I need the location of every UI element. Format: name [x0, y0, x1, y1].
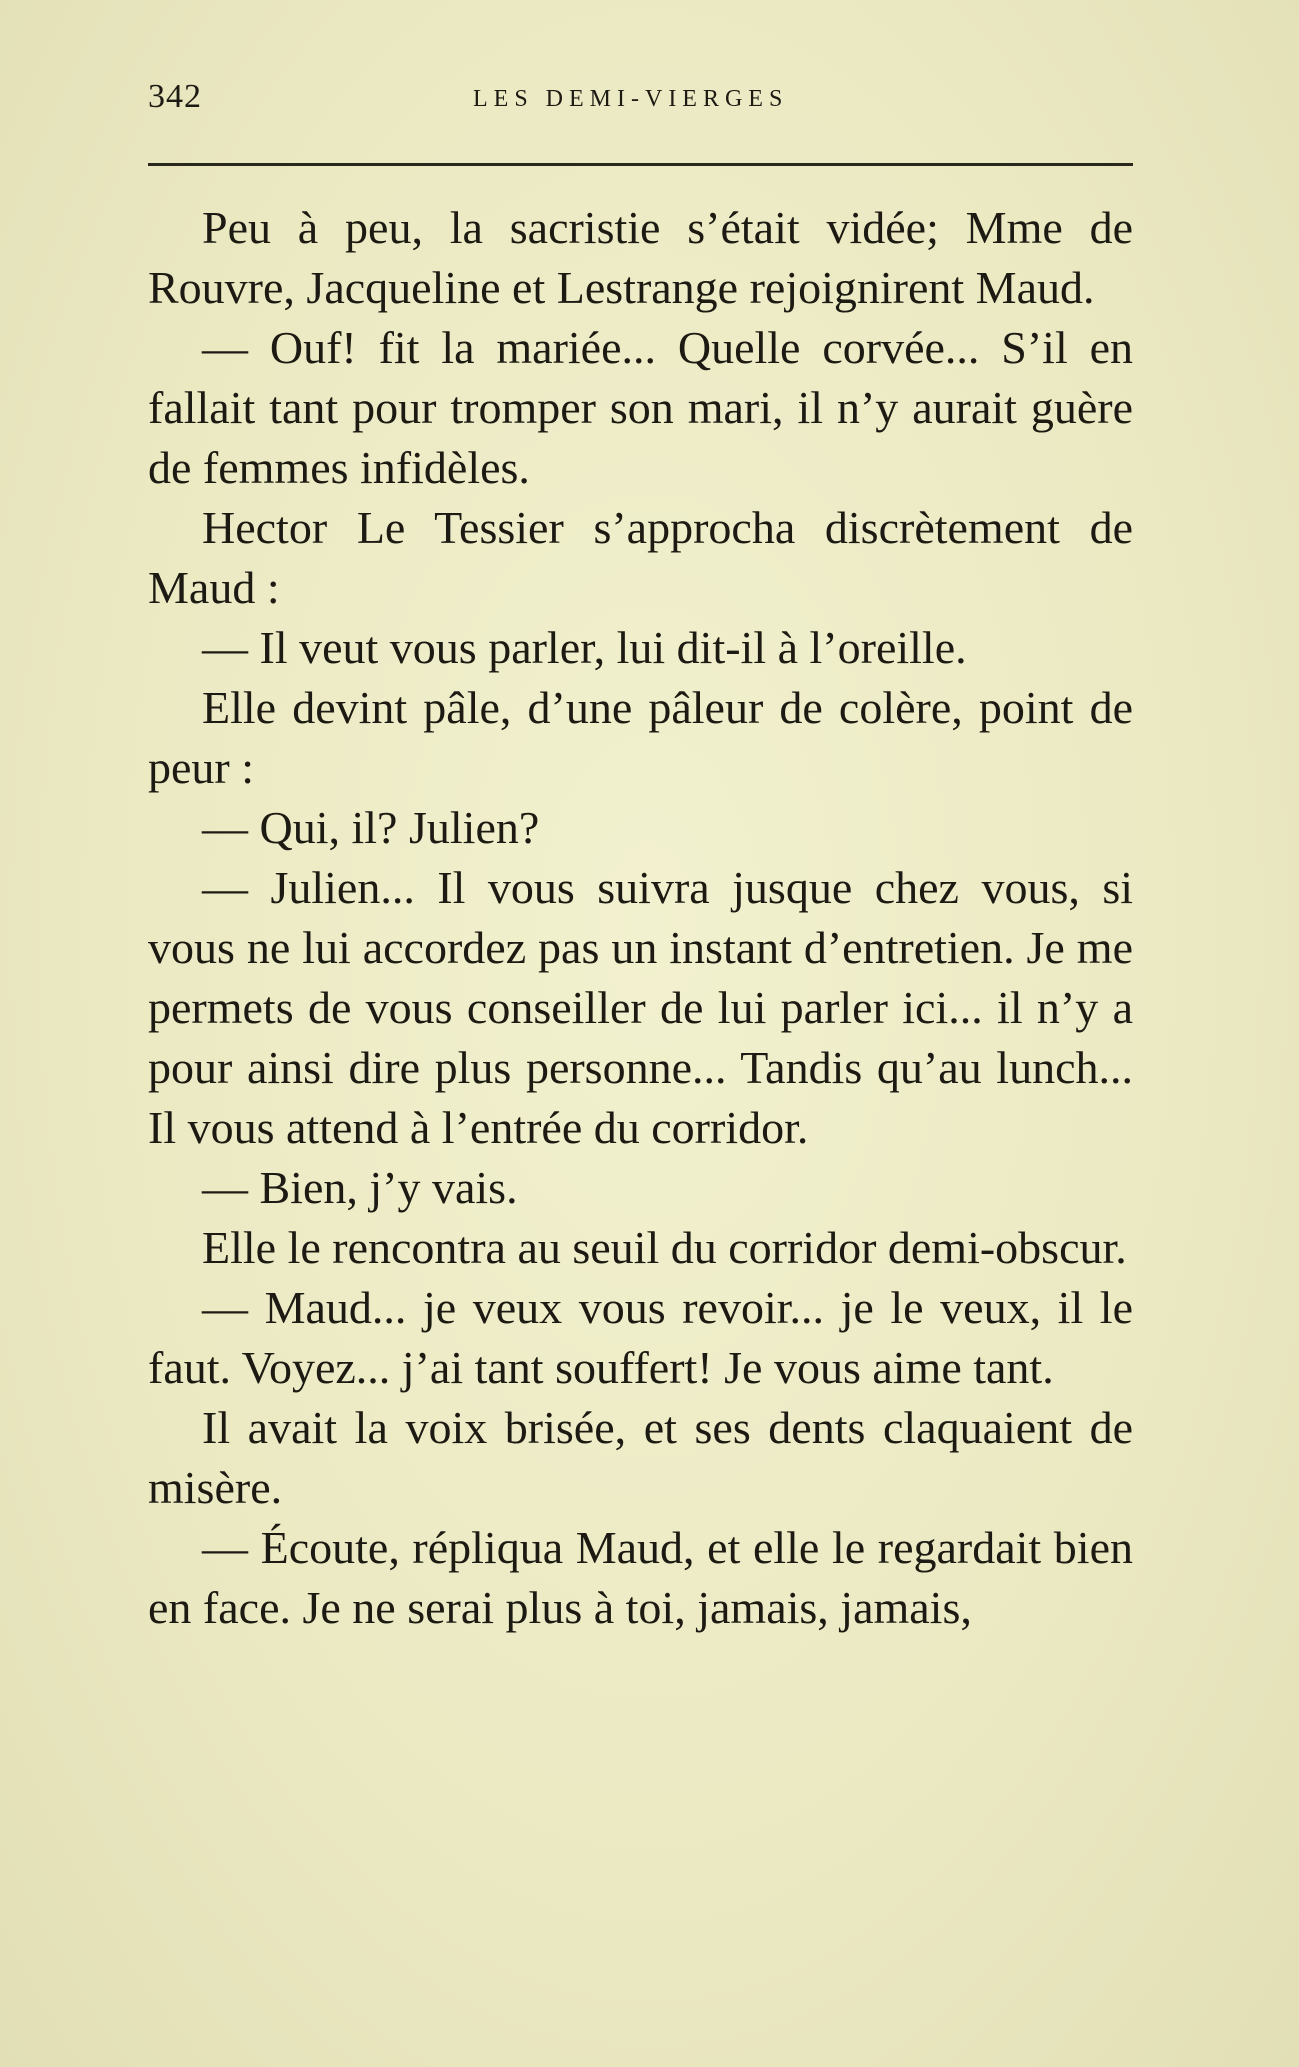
body-text [148, 198, 1133, 1638]
running-title: LES DEMI-VIERGES [473, 86, 789, 112]
paragraph: — Julien... Il vous suivra jusque chez vous, si vous ne lui accordez pas un instant d’entretien. Je me permets de vous conseiller de lui parler ici... il n’y a pour ainsi dire plus personne... Tandis qu’au lunch... Il vous attend à l’entrée du corridor. [148, 862, 1133, 1153]
paragraph: Il avait la voix brisée, et ses dents claquaient de misère. [148, 1402, 1133, 1513]
paragraph: Hector Le Tessier s’approcha discrètement de Maud : [148, 502, 1133, 613]
paragraph: — Ouf! fit la mariée... Quelle corvée... S’il en fallait tant pour tromper son mari, il n’y aurait guère de femmes infidèles. [148, 322, 1133, 493]
page-number: 342 [148, 78, 202, 115]
paragraph: — Écoute, répliqua Maud, et elle le regardait bien en face. Je ne serai plus à toi, jamais, jamais, [148, 1522, 1133, 1633]
page-header [148, 78, 1133, 122]
paragraph: — Qui, il? Julien? [202, 802, 540, 853]
paragraph: Elle devint pâle, d’une pâleur de colère, point de peur : [148, 682, 1133, 793]
paragraph: — Maud... je veux vous revoir... je le veux, il le faut. Voyez... j’ai tant souffert! Je vous aime tant. [148, 1282, 1133, 1393]
header-rule [148, 163, 1133, 166]
paragraph: — Bien, j’y vais. [202, 1162, 518, 1213]
paragraph: Peu à peu, la sacristie s’était vidée; Mme de Rouvre, Jacqueline et Lestrange rejoignirent Maud. [148, 202, 1133, 313]
paragraph: Elle le rencontra au seuil du corridor demi-obscur. [202, 1222, 1127, 1273]
paragraph: — Il veut vous parler, lui dit-il à l’oreille. [202, 622, 967, 673]
